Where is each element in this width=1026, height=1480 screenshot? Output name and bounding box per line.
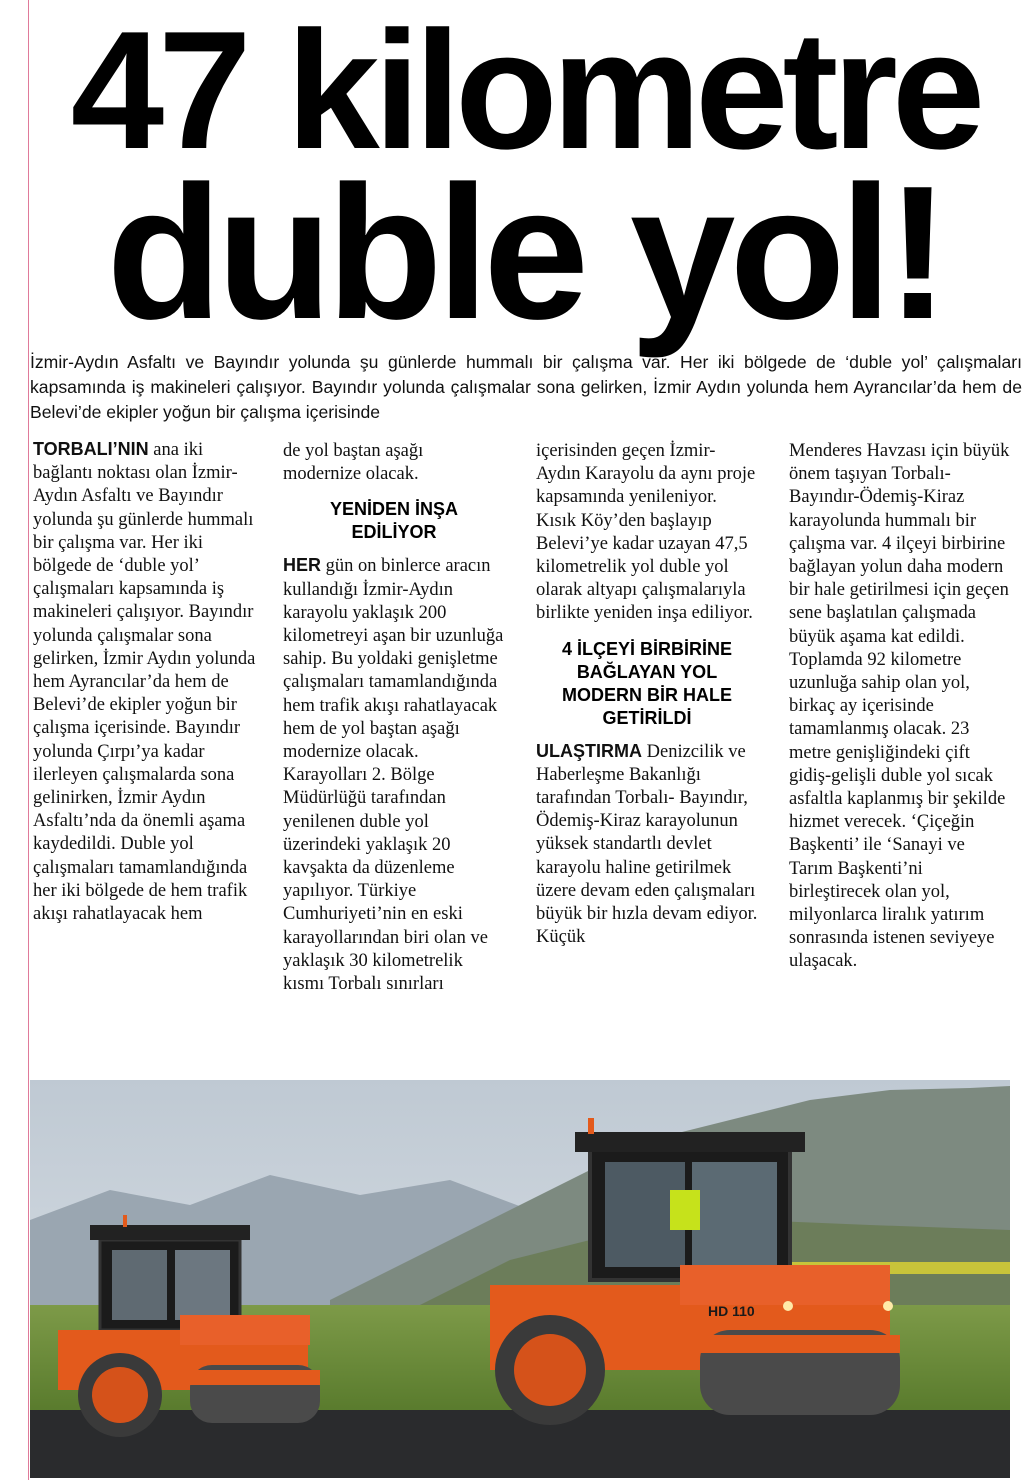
road-rollers-photo bbox=[30, 1080, 1010, 1478]
page-margin-line bbox=[28, 0, 29, 1480]
column-4-text: Menderes Havzası için büyük önem taşıyan Torbalı-Bayındır-Ödemiş-Kiraz karayolunda hummalı bir çalışma var. 4 ilçeyi birbirine bağlayan yolun daha modern bir hale getirilmesi için geçen sene başlatılan çalışmada büyük aşama kat edildi. Toplamda 92 kilometre uzunluğa sahip olan yol, birkaç ay içerisinde tamamlanmış olacak. 23 metre genişliğindeki çift gidiş-gelişli duble yol sıcak asfaltla kaplanmış bir şekilde hizmet verecek. ‘Çiçeğin Başkenti’ ile ‘Sanayi ve Tarım Başkenti’ni birleştirecek olan yol, milyonlarca liralık yatırım sonrasında istenen seviyeye ulaşacak. bbox=[789, 441, 1010, 972]
column-2-paragraph bbox=[283, 554, 505, 996]
column-1-paragraph bbox=[33, 438, 261, 926]
column-3-text: Denizcilik ve Haberleşme Bakanlığı tarafından Torbalı- Bayındır, Ödemiş-Kiraz karayolunun yüksek standartlı devlet karayolu haline getirilmek üzere devam eden çalışmaları büyük bir hızla devam ediyor. Küçük bbox=[536, 741, 758, 948]
column-3-lead-word: ULAŞTIRMA bbox=[536, 740, 642, 761]
subhead-yeniden-insa: YENİDEN İNŞA EDİLİYOR bbox=[329, 499, 459, 543]
article-column-1 bbox=[33, 438, 261, 926]
column-1-text: ana iki bağlantı noktası olan İzmir-Aydın Asfaltı ve Bayındır yolunda şu günlerde hummalı bir çalışma var. Her iki bölgede de ‘duble yol’ çalışmaları kapsamında iş makineleri çalışıyor. Bayındır yolunda çalışmalar sona gelirken, İzmir Aydın yolunda hem Ayrancılar’da hem de Belevi’de ekipler yoğun bir çalışma içerisinde. Bayındır yolunda Çırpı’ya kadar ilerleyen çalışmalarda sona gelinirken, İzmir Aydın Asfaltı’nda da önemli aşama kaydedildi. Duble yol çalışmaları tamamlandığında her iki bölgede de hem trafik akışı rahatlayacak hem bbox=[33, 440, 256, 925]
column-1-lead-word: TORBALI’NIN bbox=[33, 439, 149, 459]
lead-paragraph: İzmir-Aydın Asfaltı ve Bayındır yolunda şu günlerde hummalı bir çalışma var. Her iki bölgede de ‘duble yol’ çalışmaları kapsamında iş makineleri çalışıyor. Bayındır yolunda çalışmalar sona gelirken, İzmir Aydın yolunda hem Ayrancılar’da hem de Belevi’de ekipler yoğun bir çalışma içerisinde bbox=[30, 352, 1022, 422]
column-2-lead-word: HER bbox=[283, 555, 322, 576]
headline-line-2: duble yol! bbox=[106, 147, 944, 359]
article-column-4 bbox=[789, 440, 1011, 974]
photo-asphalt bbox=[30, 1410, 1010, 1478]
column-2-text-top: de yol baştan aşağı modernize olacak. bbox=[283, 441, 424, 485]
subhead-4-ilceyi: 4 İLÇEYİ BİRBİRİNE BAĞLAYAN YOL MODERN BİR HALE GETİRİLDİ bbox=[561, 638, 733, 728]
column-3-text-top: içerisinden geçen İzmir-Aydın Karayolu da aynı proje kapsamında yenileniyor. Kısık Köy’den başlayıp Belevi’ye kadar uzayan 47,5 kilometrelik yol duble yol olarak altyapı çalışmalarıyla birlikte yeniden inşa ediliyor. bbox=[536, 441, 756, 624]
article-column-2 bbox=[283, 440, 505, 996]
headline-line-1: 47 kilometre bbox=[70, 0, 980, 184]
column-2-text: gün on binlerce aracın kullandığı İzmir-Aydın karayolu yaklaşık 200 kilometreyi aşan bir uzunluğa sahip. Bu yoldaki genişletme çalışmaları tamamlandığında hem trafik akışı rahatlayacak hem de yol baştan aşağı modernize olacak. Karayolları 2. Bölge Müdürlüğü tarafından yenilenen duble yol üzerindeki yaklaşık 20 kavşakta da düzenleme yapılıyor. Türkiye Cumhuriyeti’nin en eski karayollarından biri olan ve yaklaşık 30 kilometrelik kısmı Torbalı sınırları bbox=[283, 556, 504, 995]
column-3-paragraph bbox=[536, 740, 758, 950]
roller-plate: HD 110 bbox=[708, 1303, 755, 1319]
article-column-3 bbox=[536, 440, 758, 949]
